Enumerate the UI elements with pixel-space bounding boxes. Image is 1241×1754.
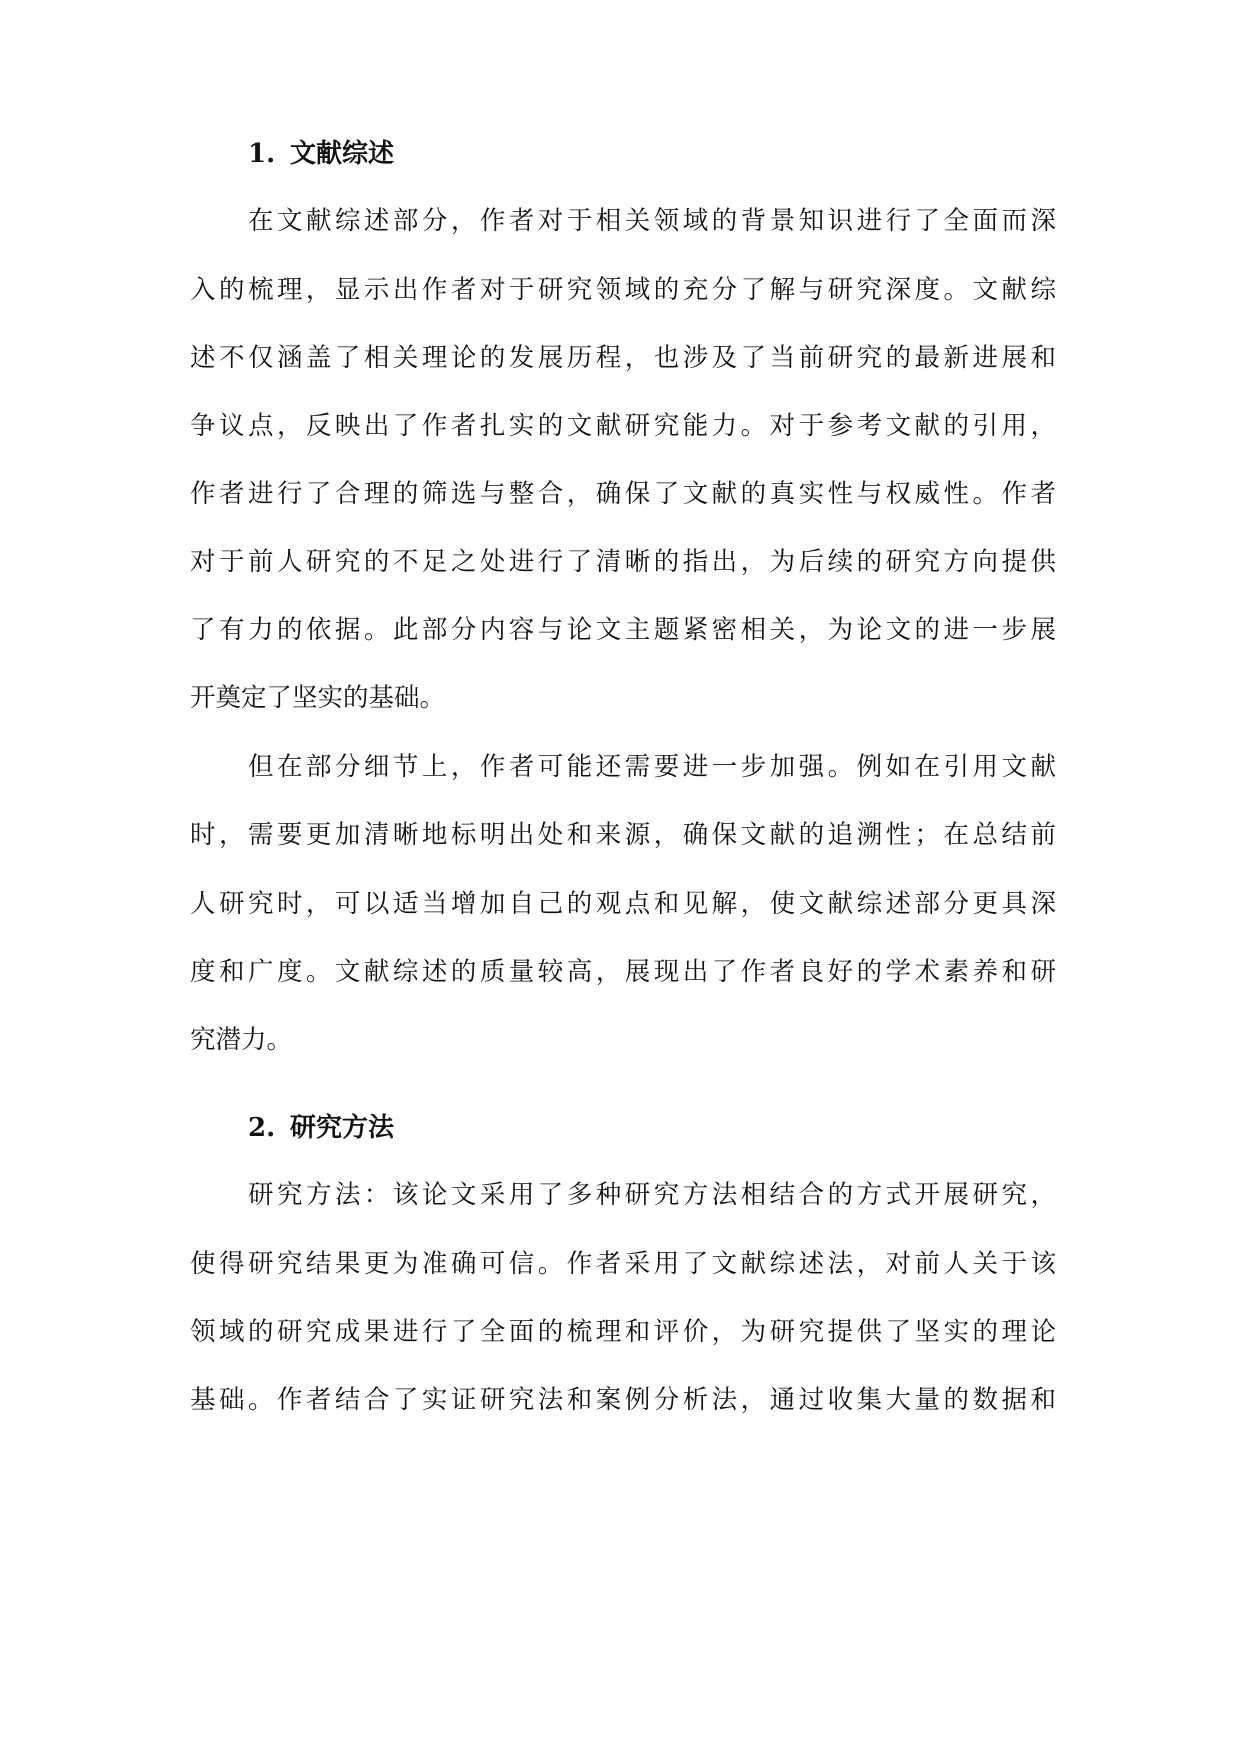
paragraph-line: 使得研究结果更为准确可信。作者采用了文献综述法，对前人关于该: [190, 1249, 1056, 1279]
section-heading-1: [248, 136, 394, 172]
paragraph-line: 在文献综述部分，作者对于相关领域的背景知识进行了全面而深: [248, 206, 1056, 236]
paragraph-line: 了有力的依据。此部分内容与论文主题紧密相关，为论文的进一步展: [190, 615, 1056, 645]
section-number: 2.: [248, 1113, 276, 1143]
paragraph-line: 度和广度。文献综述的质量较高，展现出了作者良好的学术素养和研: [190, 957, 1056, 987]
section-title: 研究方法: [290, 1113, 395, 1143]
section-number: 1.: [248, 139, 276, 169]
paragraph-line: 基础。作者结合了实证研究法和案例分析法，通过收集大量的数据和: [190, 1385, 1056, 1415]
paragraph-line: 人研究时，可以适当增加自己的观点和见解，使文献综述部分更具深: [190, 889, 1056, 919]
section-heading-2: [248, 1110, 394, 1146]
paragraph-line: 时，需要更加清晰地标明出处和来源，确保文献的追溯性；在总结前: [190, 820, 1056, 850]
section-title: 文献综述: [290, 139, 395, 169]
paragraph-line: 争议点，反映出了作者扎实的文献研究能力。对于参考文献的引用，: [190, 411, 1056, 441]
paragraph-line: 作者进行了合理的筛选与整合，确保了文献的真实性与权威性。作者: [190, 479, 1056, 509]
paragraph-line: 究潜力。: [190, 1025, 293, 1055]
paragraph-line: 但在部分细节上，作者可能还需要进一步加强。例如在引用文献: [248, 752, 1056, 782]
paragraph-line: 入的梳理，显示出作者对于研究领域的充分了解与研究深度。文献综: [190, 275, 1056, 305]
paragraph-line: 对于前人研究的不足之处进行了清晰的指出，为后续的研究方向提供: [190, 547, 1056, 577]
paragraph-line: 述不仅涵盖了相关理论的发展历程，也涉及了当前研究的最新进展和: [190, 343, 1056, 373]
paragraph-line: 开奠定了坚实的基础。: [190, 683, 446, 713]
paragraph-line: 领域的研究成果进行了全面的梳理和评价，为研究提供了坚实的理论: [190, 1317, 1056, 1347]
paragraph-line: 研究方法：该论文采用了多种研究方法相结合的方式开展研究，: [248, 1180, 1056, 1210]
